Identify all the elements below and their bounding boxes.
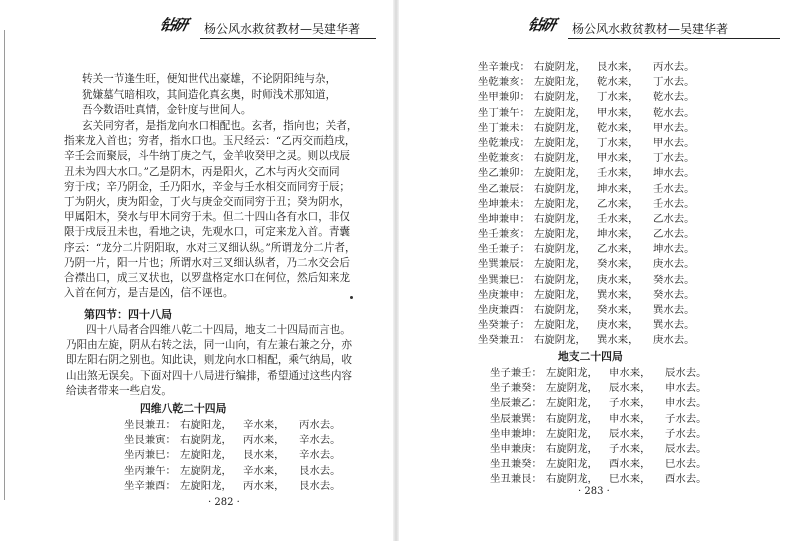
entry-seat: 坐壬兼亥： xyxy=(478,228,530,241)
entry-water-out: 坤水去。 xyxy=(653,243,695,256)
entry-water-out: 酉水去。 xyxy=(665,473,707,486)
stray-dot xyxy=(350,296,353,299)
entry-seat: 坐子兼壬： xyxy=(490,367,542,379)
paragraph-line: 丑未为四大水口。”乙是阴木，丙是阳火，乙木与丙火交而同 xyxy=(64,165,340,178)
entry-water-out: 丁水去。 xyxy=(653,152,695,165)
paragraph-line: 乃阴一片，阳一片也；所谓水对三叉细认纵者，乃二水交会后 xyxy=(64,256,351,269)
table-row xyxy=(478,197,703,212)
entry-water-in: 丁水来， xyxy=(597,91,639,104)
entry-water-in: 壬水来， xyxy=(597,167,639,180)
paragraph-line: 合襟出口，成三叉状也，以罗盘格定水口在何位，然后知来龙 xyxy=(64,272,351,285)
header-rule xyxy=(200,38,376,39)
section-text xyxy=(66,323,352,399)
entry-water-out: 乾水去。 xyxy=(653,106,695,119)
entry-water-in: 坤水来， xyxy=(597,228,639,241)
entry-water-in: 酉水来， xyxy=(609,458,651,471)
table-row xyxy=(478,75,703,90)
entry-water-out: 壬水去。 xyxy=(653,182,695,195)
entry-seat: 坐坤兼申： xyxy=(478,212,530,225)
entry-water-in: 辰水来， xyxy=(609,382,651,395)
entry-dragon: 右旋阴龙， xyxy=(534,273,586,286)
entry-seat: 坐辰兼巽： xyxy=(490,412,542,425)
table-row xyxy=(478,212,703,227)
entry-dragon: 左旋阳龙， xyxy=(534,258,586,271)
entry-dragon: 右旋阴龙， xyxy=(546,412,598,425)
entry-water-out: 子水去。 xyxy=(665,427,707,440)
entry-water-out: 巳水去。 xyxy=(665,458,707,471)
table-row xyxy=(124,448,349,463)
body-paragraph xyxy=(64,119,357,301)
paragraph-line: 穷于戌；辛乃阴金，壬乃阳水，辛金与壬水相交而同穷于辰； xyxy=(64,180,351,193)
entry-seat: 坐坤兼未： xyxy=(478,197,530,210)
entry-water-out: 壬水去。 xyxy=(653,197,695,210)
header-logo: 钻研 xyxy=(158,16,188,34)
table-row xyxy=(490,396,715,411)
entry-water-in: 巽水来， xyxy=(597,334,639,347)
entry-water-out: 辛水去。 xyxy=(299,449,341,462)
entry-water-out: 癸水去。 xyxy=(653,273,695,286)
entry-seat: 坐辛兼酉： xyxy=(124,479,176,492)
paragraph-line: 甲属阳木，癸水与甲木同穷于未。但二十四山各有水口，非仅 xyxy=(64,211,351,224)
table-row xyxy=(478,273,703,288)
entry-seat: 坐癸兼子： xyxy=(478,319,530,332)
entry-seat: 坐庚兼酉： xyxy=(478,304,530,316)
poem-block xyxy=(82,72,336,119)
entry-water-out: 艮水去。 xyxy=(299,479,341,492)
entry-water-in: 申水来， xyxy=(609,367,651,379)
entry-list-right-top xyxy=(478,60,703,349)
entry-seat: 坐丑兼癸： xyxy=(490,458,542,471)
entry-dragon: 右旋阴龙， xyxy=(534,121,586,134)
table-title: 四维八乾二十四局 xyxy=(140,402,227,415)
table-row xyxy=(478,151,703,166)
entry-dragon: 左旋阳龙， xyxy=(180,449,232,462)
entry-dragon: 右旋阴龙， xyxy=(546,442,598,455)
entry-seat: 坐癸兼丑： xyxy=(478,334,530,347)
table-row xyxy=(124,479,349,494)
entry-dragon: 右旋阴龙， xyxy=(534,334,586,347)
table-row xyxy=(478,303,703,318)
entry-water-in: 乙水来， xyxy=(597,243,639,256)
entry-water-out: 丁水去。 xyxy=(653,76,695,89)
entry-water-in: 甲水来， xyxy=(597,152,639,165)
entry-dragon: 左旋阳龙， xyxy=(534,76,586,89)
table-row xyxy=(124,433,349,448)
entry-water-out: 巽水去。 xyxy=(653,319,695,332)
entry-water-out: 丙水去。 xyxy=(299,419,341,431)
entry-water-out: 庚水去。 xyxy=(653,334,695,347)
right-page-header xyxy=(528,14,783,40)
entry-water-out: 乙水去。 xyxy=(653,228,695,241)
entry-water-in: 庚水来， xyxy=(597,273,639,286)
entry-dragon: 左旋阳龙， xyxy=(534,319,586,332)
entry-water-in: 丙水来， xyxy=(243,434,285,447)
left-page-header xyxy=(160,14,380,40)
entry-dragon: 右旋阳龙， xyxy=(180,419,232,431)
entry-dragon: 右旋阴龙， xyxy=(534,243,586,256)
entry-dragon: 右旋阴龙， xyxy=(534,304,586,316)
header-rule xyxy=(568,38,780,39)
entry-seat: 坐艮兼寅： xyxy=(124,434,176,447)
paragraph-line: 玄关同穷者，是指龙向水口相配也。玄者，指向也；关者， xyxy=(82,120,358,132)
entry-dragon: 右旋阴龙， xyxy=(534,61,586,73)
entry-water-out: 辰水去。 xyxy=(665,367,707,379)
poem-line: 吾今数语吐真情，金针度与世间人。 xyxy=(82,104,252,117)
entry-seat: 坐艮兼丑： xyxy=(124,419,176,431)
paragraph-line: 指来龙入首也；穷者，指水口也。玉尺经云：“乙丙交而趋戌， xyxy=(64,135,356,148)
entry-water-in: 壬水来， xyxy=(597,212,639,225)
header-title: 杨公风水救贫教材—吴建华著 xyxy=(204,22,361,36)
entry-dragon: 右旋阴龙， xyxy=(180,434,232,447)
entry-water-in: 坤水来， xyxy=(597,182,639,195)
entry-dragon: 左旋阳龙， xyxy=(546,458,598,471)
entry-dragon: 左旋阳龙， xyxy=(546,427,598,440)
table-row xyxy=(490,412,715,427)
section-line: 给读者带来一些启发。 xyxy=(66,384,172,397)
entry-water-out: 甲水去。 xyxy=(653,136,695,149)
entry-water-in: 癸水来， xyxy=(597,258,639,271)
entry-seat: 坐乙兼辰： xyxy=(478,182,530,195)
entry-seat: 坐申兼坤： xyxy=(490,427,542,440)
entry-water-out: 申水去。 xyxy=(665,397,707,410)
entry-water-in: 艮水来， xyxy=(597,61,639,73)
table-row xyxy=(478,136,703,151)
entry-seat: 坐乙兼卯： xyxy=(478,167,530,180)
entry-water-out: 子水去。 xyxy=(665,412,707,425)
entry-seat: 坐辰兼乙： xyxy=(490,397,542,410)
entry-seat: 坐丁兼未： xyxy=(478,121,530,134)
entry-list-right-bottom xyxy=(490,366,715,488)
entry-seat: 坐乾兼亥： xyxy=(478,152,530,165)
entry-dragon: 左旋阳龙， xyxy=(534,288,586,301)
header-title: 杨公风水救贫教材—吴建华著 xyxy=(572,22,729,36)
entry-water-out: 癸水去。 xyxy=(653,288,695,301)
entry-dragon: 右旋阴龙， xyxy=(534,212,586,225)
entry-water-out: 庚水去。 xyxy=(653,258,695,271)
table-row xyxy=(478,288,703,303)
entry-seat: 坐甲兼卯： xyxy=(478,91,530,104)
table-row xyxy=(478,90,703,105)
entry-water-in: 巽水来， xyxy=(597,288,639,301)
entry-water-in: 子水来， xyxy=(609,442,651,455)
page-number: · 282 · xyxy=(208,497,240,508)
section-line: 四十八局者合四维八乾二十四局，地支二十四局而言也。 xyxy=(86,324,351,336)
section-heading: 第四节：四十八局 xyxy=(84,308,172,321)
entry-water-out: 申水去。 xyxy=(665,382,707,395)
entry-dragon: 左旋阳龙， xyxy=(180,479,232,492)
entry-dragon: 左旋阳龙， xyxy=(534,106,586,119)
table-row xyxy=(478,318,703,333)
entry-water-in: 乙水来， xyxy=(597,197,639,210)
entry-seat: 坐巽兼巳： xyxy=(478,273,530,286)
entry-water-out: 坤水去。 xyxy=(653,167,695,180)
header-logo: 钻研 xyxy=(526,16,556,34)
entry-seat: 坐乾兼戌： xyxy=(478,136,530,149)
entry-water-out: 巽水去。 xyxy=(653,304,695,316)
entry-dragon: 左旋阳龙， xyxy=(534,228,586,241)
entry-water-in: 乾水来， xyxy=(597,121,639,134)
entry-water-in: 庚水来， xyxy=(597,319,639,332)
entry-dragon: 左旋阳龙， xyxy=(534,136,586,149)
entry-dragon: 左旋阳龙， xyxy=(534,167,586,180)
entry-water-in: 申水来， xyxy=(609,412,651,425)
table-row xyxy=(478,106,703,121)
entry-water-in: 艮水来， xyxy=(243,449,285,462)
entry-seat: 坐丁兼午： xyxy=(478,106,530,119)
section-line: 山出煞无误矣。下面对四十八局进行编排，希望通过这些内容 xyxy=(66,369,353,382)
entry-dragon: 左旋阳龙， xyxy=(534,197,586,210)
entry-dragon: 左旋阳龙， xyxy=(546,367,598,379)
table-row xyxy=(490,427,715,442)
table-row xyxy=(490,442,715,457)
entry-seat: 坐巽兼辰： xyxy=(478,258,530,271)
paragraph-line: 入首在何方，是吉是凶，信不诬也。 xyxy=(64,287,234,300)
table-row xyxy=(478,257,703,272)
entry-dragon: 右旋阴龙， xyxy=(534,182,586,195)
entry-dragon: 左旋阳龙， xyxy=(546,397,598,410)
entry-dragon: 右旋阴龙， xyxy=(534,91,586,104)
poem-line: 转关一节逢生旺，便知世代出豪雄，不论阴阳纯与杂， xyxy=(82,73,337,85)
entry-seat: 坐申兼庚： xyxy=(490,442,542,455)
table-row xyxy=(490,381,715,396)
table-row xyxy=(478,227,703,242)
entry-dragon: 右旋阴龙， xyxy=(534,152,586,165)
entry-water-in: 癸水来， xyxy=(597,304,639,316)
entry-water-in: 辛水来， xyxy=(243,464,285,477)
table-row xyxy=(478,333,703,348)
entry-seat: 坐乾兼亥： xyxy=(478,76,530,89)
entry-water-in: 丙水来， xyxy=(243,479,285,492)
paragraph-line: 辛壬会而聚辰，斗牛纳丁庚之气，金羊收癸甲之灵。则以戌辰 xyxy=(64,150,351,163)
entry-water-out: 辰水去。 xyxy=(665,442,707,455)
entry-seat: 坐壬兼子： xyxy=(478,243,530,256)
entry-seat: 坐子兼癸： xyxy=(490,382,542,395)
entry-dragon: 右旋阴龙， xyxy=(546,473,598,486)
table-row xyxy=(478,60,703,75)
section-line: 即左阳右阴之别也。知此诀，则龙向水口相配，乘气纳局，收 xyxy=(66,354,353,367)
entry-water-out: 乙水去。 xyxy=(653,212,695,225)
entry-water-in: 辛水来， xyxy=(243,419,285,431)
paragraph-line: 丁为阴火，庚为阳金，丁火与庚金交而同穷于丑；癸为阴水， xyxy=(64,196,351,209)
entry-water-in: 巳水来， xyxy=(609,473,651,486)
table-row xyxy=(490,457,715,472)
table-row xyxy=(124,418,349,433)
entry-water-in: 乾水来， xyxy=(597,76,639,89)
section-line: 乃阳由左旋，阴从右转之法，同一山向，有左兼右兼之分，亦 xyxy=(66,339,353,352)
table-row xyxy=(478,166,703,181)
entry-seat: 坐丙兼巳： xyxy=(124,449,176,462)
entry-seat: 坐庚兼申： xyxy=(478,288,530,301)
entry-seat: 坐丙兼午： xyxy=(124,464,176,477)
table-row xyxy=(124,464,349,479)
table-row xyxy=(478,242,703,257)
entry-list-left xyxy=(124,418,349,494)
entry-seat: 坐丑兼艮： xyxy=(490,473,542,486)
left-page xyxy=(0,0,396,541)
paragraph-line: 限于戌辰丑未也，看地之诀，先观水口，可定来龙入首。青囊 xyxy=(64,226,351,239)
paragraph-line: 序云：“龙分二片阴阳取，水对三叉细认纵。”所谓龙分二片者， xyxy=(64,241,356,254)
right-page xyxy=(398,0,793,541)
entry-water-in: 丁水来， xyxy=(597,136,639,149)
entry-water-in: 辰水来， xyxy=(609,427,651,440)
poem-line: 犹嫌墓气暗相攻，其间造化真玄奥，时师浅术那知道， xyxy=(82,88,337,101)
entry-water-out: 甲水去。 xyxy=(653,121,695,134)
table-row xyxy=(478,182,703,197)
entry-water-out: 乾水去。 xyxy=(653,91,695,104)
entry-water-in: 子水来， xyxy=(609,397,651,410)
entry-dragon: 左旋阴龙， xyxy=(546,382,598,395)
table-title: 地支二十四局 xyxy=(558,350,623,363)
page-number: · 283 · xyxy=(578,486,610,497)
table-row xyxy=(490,366,715,381)
entry-water-out: 辛水去。 xyxy=(299,434,341,447)
entry-water-out: 丙水去。 xyxy=(653,61,695,73)
table-row xyxy=(478,121,703,136)
entry-water-out: 艮水去。 xyxy=(299,464,341,477)
entry-dragon: 左旋阴龙， xyxy=(180,464,232,477)
entry-seat: 坐辛兼戌： xyxy=(478,61,530,73)
entry-water-in: 甲水来， xyxy=(597,106,639,119)
